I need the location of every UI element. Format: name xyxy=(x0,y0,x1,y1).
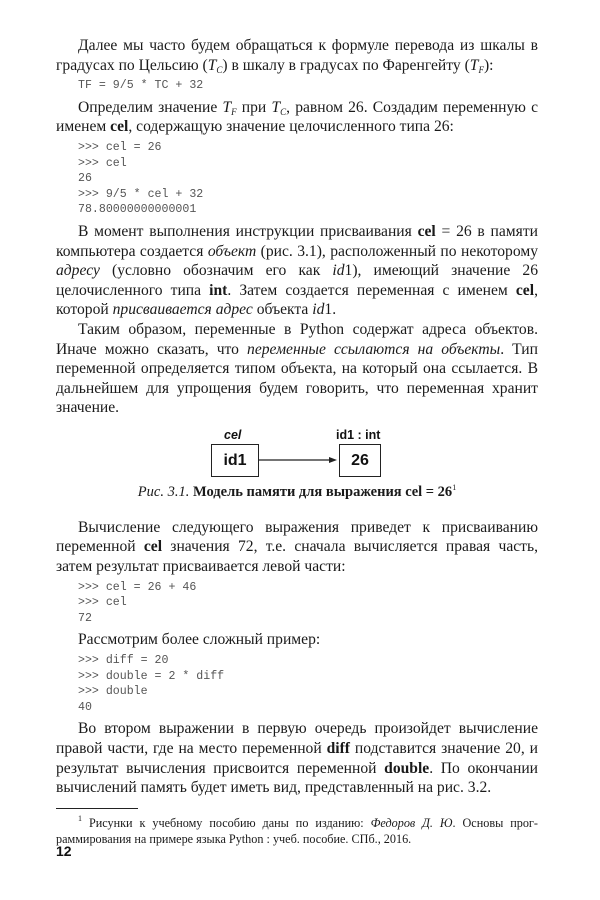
code-line: >>> cel xyxy=(78,156,127,170)
code-line: 26 xyxy=(78,172,92,186)
paragraph-define-value xyxy=(56,98,538,137)
text: T xyxy=(207,56,217,74)
text: 1), имеющий значение 26 целочисленного типа xyxy=(56,262,538,299)
paragraph-complex-example xyxy=(56,630,538,650)
variable-box: id1 xyxy=(211,444,259,477)
figure-title: Модель памяти для выражения cel = 26 xyxy=(192,483,453,500)
text: . Затем создается переменная с именем xyxy=(227,281,516,299)
text: (условно обозначим его как xyxy=(99,262,333,280)
text: 1. xyxy=(324,301,337,319)
text: ) в шкалу в градусах по Фаренгейту ( xyxy=(222,56,470,74)
tc-symbol xyxy=(271,99,286,116)
bold-term: cel xyxy=(143,538,163,556)
code-line: >>> cel = 26 xyxy=(78,140,162,154)
footnote-mark: 1 xyxy=(78,813,82,823)
text: Определим значение xyxy=(78,98,223,116)
bold-term: int xyxy=(209,281,228,299)
code-line: >>> 9/5 * cel + 32 xyxy=(78,187,204,201)
code-line: TF = 9/5 * TC + 32 xyxy=(78,79,204,93)
code-line: 40 xyxy=(78,700,92,714)
italic-term: id xyxy=(332,262,345,280)
italic-term: объект xyxy=(207,242,257,260)
code-line: 72 xyxy=(78,611,92,625)
italic-term: адресу xyxy=(56,262,100,280)
bold-term: diff xyxy=(326,740,350,757)
code-line: >>> cel = 26 + 46 xyxy=(78,580,197,594)
code-line: >>> cel xyxy=(78,596,127,610)
text: . Основы программирования на примере языка Python : учеб. пособие. СПб., 2016. xyxy=(56,815,538,846)
code-block-cel xyxy=(78,140,538,218)
text: Далее мы часто будем обращаться к формуле перевода из шкалы в градусах по Цельсию ( xyxy=(56,37,538,74)
paragraph-second-expression xyxy=(56,719,538,797)
text: = 26 в памяти компьютера создается xyxy=(56,222,539,260)
text: значения 72, т.е. сначала вычисляется правая часть, затем результат присваивается левой части: xyxy=(56,538,538,576)
code-line: >>> double = 2 * diff xyxy=(78,669,225,683)
paragraph-references xyxy=(56,320,538,418)
subscript: F xyxy=(478,64,484,75)
text: . Тип переменной определяется типом объекта, на который она ссылается. В дальнейшем для упрощения будем говорить, что переменная хранит значение. xyxy=(56,340,538,417)
text: при xyxy=(236,98,272,116)
text: (рис. 3.1), расположенный по некоторому xyxy=(256,242,538,260)
text: Во втором выражении в первую очередь произойдет вычисление правой части, где на место переменной xyxy=(56,720,538,757)
text: T xyxy=(271,98,281,116)
figure-memory-model xyxy=(56,426,538,518)
code-block-sum xyxy=(78,580,538,627)
paragraph-evaluation xyxy=(56,518,538,577)
text: . По окончании вычислений память будет иметь вид, представленный на рис. 3.2. xyxy=(56,759,539,797)
paragraph-assignment xyxy=(56,222,538,320)
text: объекта xyxy=(252,301,313,319)
code-block-double xyxy=(78,653,538,715)
bold-term: cel xyxy=(515,281,535,299)
code-line: >>> diff = 20 xyxy=(78,654,169,668)
footnote-divider xyxy=(56,808,138,809)
text: , равном 26. Создадим переменную с именем xyxy=(56,98,538,136)
text: ): xyxy=(483,56,494,74)
footnote xyxy=(56,815,538,847)
italic-term: присваивается адрес xyxy=(112,301,253,319)
text: Таким образом, переменные в Python содержат адреса объектов. Иначе можно сказать, что xyxy=(56,320,538,358)
text: Вычисление следующего выражения приведет к присваиванию переменной xyxy=(56,518,538,556)
variable-label: cel xyxy=(224,427,242,442)
object-label: id1 : int xyxy=(336,427,381,442)
subscript: C xyxy=(216,64,223,75)
italic-term: id xyxy=(312,301,325,319)
italic-term: Федоров Д. Ю xyxy=(370,815,453,830)
tf-symbol xyxy=(470,57,484,74)
bold-term: cel xyxy=(417,222,436,240)
footnote-mark: 1 xyxy=(452,482,457,492)
text: подставится значение 20, и результат вычисления присвоится переменной xyxy=(56,740,538,777)
code-block-formula xyxy=(78,78,538,94)
tc-symbol xyxy=(208,57,223,74)
figure-caption xyxy=(56,483,538,503)
text: T xyxy=(222,98,232,116)
paragraph-intro xyxy=(56,36,538,75)
text: Рассмотрим более сложный пример: xyxy=(78,631,321,649)
page-number: 12 xyxy=(56,843,72,859)
arrow-icon xyxy=(259,456,337,464)
subscript: F xyxy=(231,106,237,117)
code-line: >>> double xyxy=(78,685,148,699)
code-line: 78.80000000000001 xyxy=(78,203,197,217)
text: В момент выполнения инструкции присваивания xyxy=(78,222,418,240)
text: , которой xyxy=(56,281,538,319)
page-body xyxy=(56,36,538,847)
figure-number: Рис. 3.1. xyxy=(137,483,190,500)
tf-symbol xyxy=(222,99,236,116)
text: , содержащую значение целочисленного типа 26: xyxy=(128,118,454,136)
text: Рисунки к учебному пособию даны по изданию: xyxy=(82,815,371,830)
bold-term: cel xyxy=(110,118,129,136)
subscript: C xyxy=(280,106,287,117)
italic-term: переменные ссылаются на объекты xyxy=(247,340,501,358)
text: T xyxy=(469,56,479,74)
object-box: 26 xyxy=(339,444,381,477)
bold-term: double xyxy=(384,759,430,777)
